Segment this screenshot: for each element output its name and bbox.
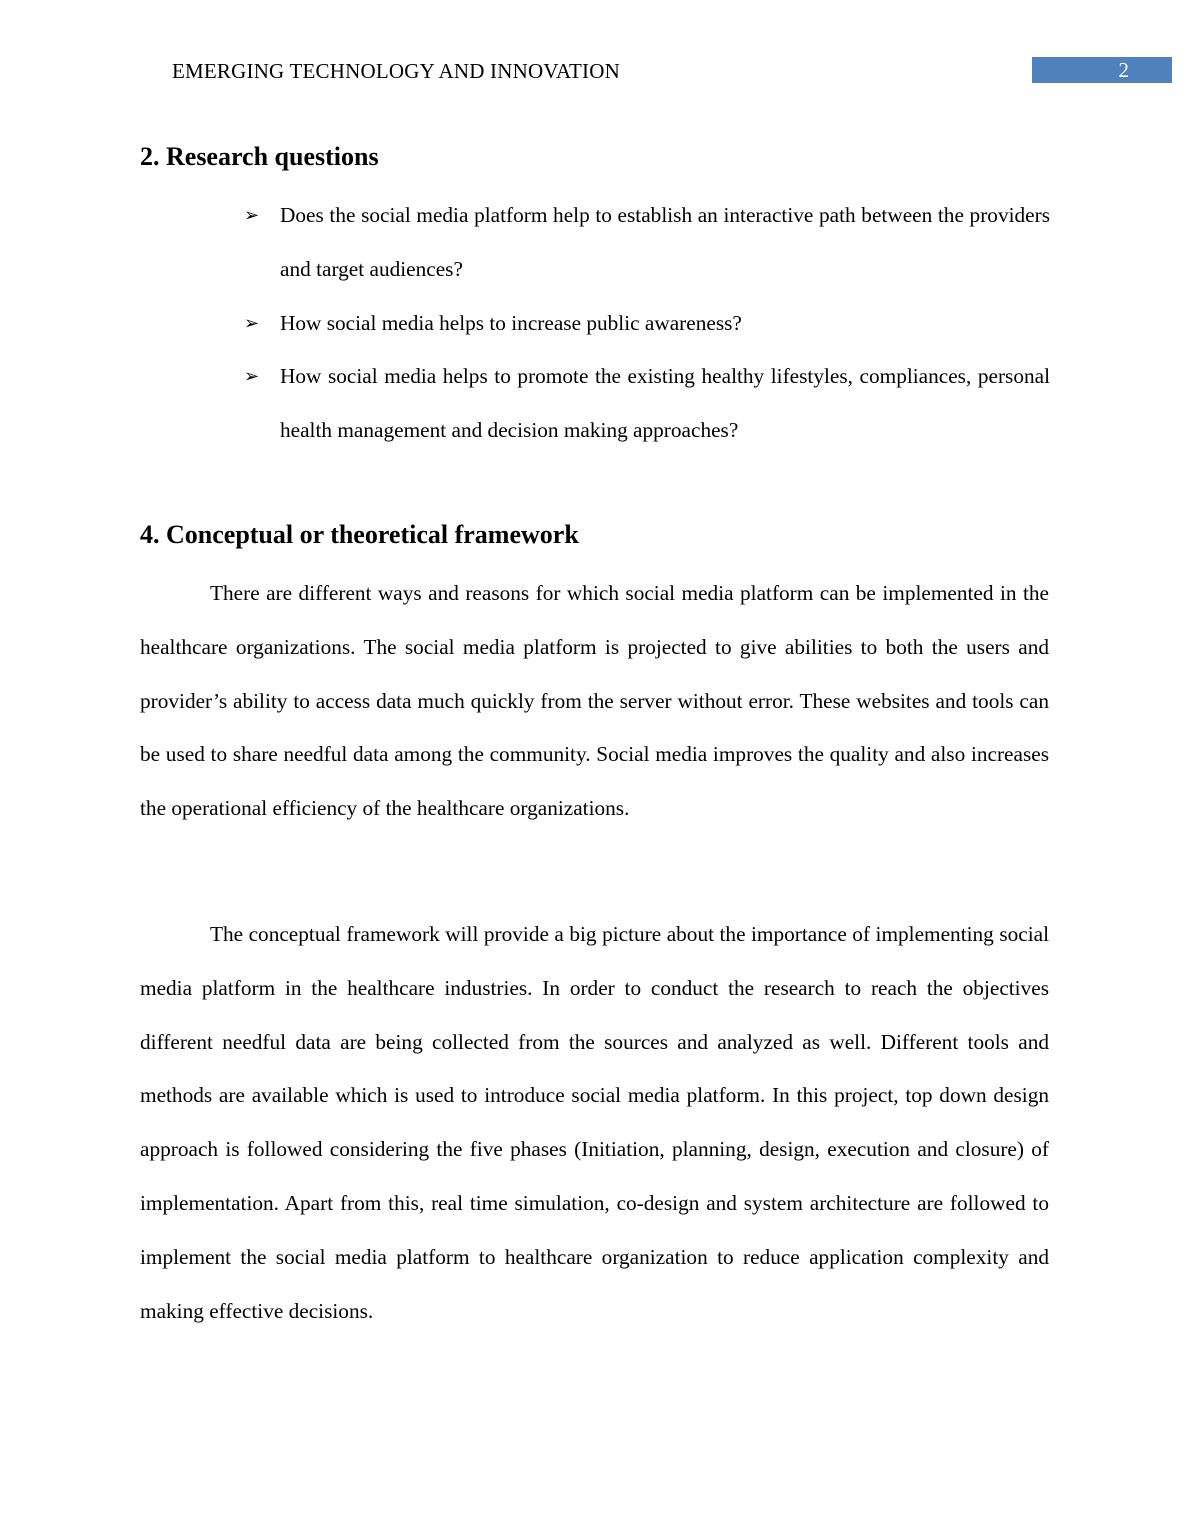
list-item xyxy=(244,350,1050,458)
arrow-bullet-icon: ➢ xyxy=(244,205,260,225)
framework-paragraph-1: There are different ways and reasons for which social media platform can be implemented in the healthcare organizations. The social media platform is projected to give abilities to both the users and provider’s ability to access data much quickly from the server without error. These websites and tools can be used to share needful data among the community. Social media improves the quality and also increases the operational efficiency of the healthcare organizations. xyxy=(140,581,1049,821)
list-item-text: Does the social media platform help to establish an interactive path between the providers and target audiences? xyxy=(280,203,1050,281)
page-number-box xyxy=(1032,57,1172,83)
list-item-text: How social media helps to promote the existing healthy lifestyles, compliances, personal health management and decision making approaches? xyxy=(280,364,1050,443)
research-questions-list xyxy=(244,189,1050,458)
running-head-title: EMERGING TECHNOLOGY AND INNOVATION xyxy=(172,59,620,83)
list-item xyxy=(244,297,1050,351)
arrow-bullet-icon: ➢ xyxy=(244,366,260,387)
framework-paragraph-2: The conceptual framework will provide a big picture about the importance of implementing social media platform in the healthcare industries. In order to conduct the research to reach the objectives different needful data are being collected from the sources and analyzed as well. Different tools and methods are available which is used to introduce social media platform. In this project, top down design approach is followed considering the five phases (Initiation, planning, design, execution and closure) of implementation. Apart from this, real time simulation, co-design and system architecture are followed to implement the social media platform to healthcare organization to reduce application complexity and making effective decisions. xyxy=(140,922,1049,1323)
list-item xyxy=(244,189,1050,297)
list-item-text: How social media helps to increase public awareness? xyxy=(280,310,742,335)
framework-heading: 4. Conceptual or theoretical framework xyxy=(140,520,579,549)
arrow-bullet-icon: ➢ xyxy=(244,312,260,333)
page-number: 2 xyxy=(1118,58,1129,82)
research-questions-heading: 2. Research questions xyxy=(140,142,379,171)
